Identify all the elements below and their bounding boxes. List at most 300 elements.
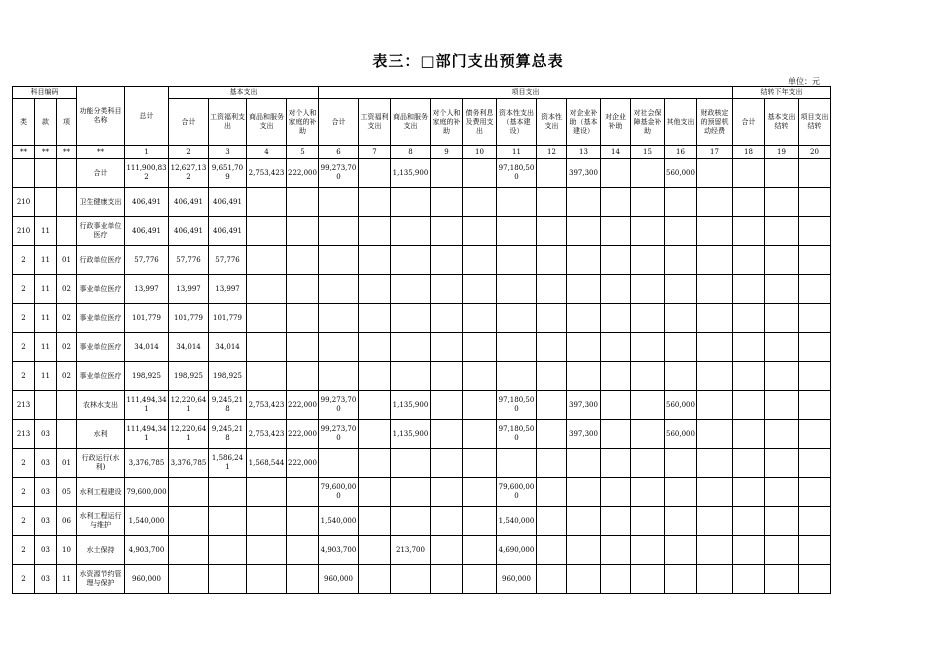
cell-p-goods: 1,135,900 bbox=[391, 159, 431, 188]
header-p-cap: 资本性支出 bbox=[537, 99, 567, 146]
cell-b-wage: 101,779 bbox=[209, 304, 247, 333]
group-header-row bbox=[13, 87, 831, 99]
cell-p-wage bbox=[359, 507, 391, 536]
cell-p-ent_build bbox=[567, 217, 601, 246]
cell-p-other bbox=[665, 333, 697, 362]
table-body bbox=[13, 159, 831, 594]
table-row bbox=[13, 391, 831, 420]
cell-lei: 2 bbox=[13, 246, 35, 275]
cell-p-ent_build bbox=[567, 333, 601, 362]
cell-p-social bbox=[631, 217, 665, 246]
cell-xiang bbox=[57, 159, 77, 188]
cell-p-family bbox=[431, 188, 463, 217]
cell-p-sum bbox=[319, 188, 359, 217]
cell-c-project bbox=[799, 188, 831, 217]
cell-p-family bbox=[431, 507, 463, 536]
cell-b-goods bbox=[247, 275, 287, 304]
index-cell: 17 bbox=[697, 146, 733, 159]
cell-p-sum: 4,903,700 bbox=[319, 536, 359, 565]
cell-p-reserve bbox=[697, 217, 733, 246]
cell-kuan: 03 bbox=[35, 449, 57, 478]
cell-lei: 210 bbox=[13, 217, 35, 246]
index-cell: 5 bbox=[287, 146, 319, 159]
cell-p-debt bbox=[463, 217, 497, 246]
cell-c-sum bbox=[733, 333, 765, 362]
cell-lei: 213 bbox=[13, 420, 35, 449]
cell-lei: 2 bbox=[13, 304, 35, 333]
cell-c-basic bbox=[765, 449, 799, 478]
index-cell: 8 bbox=[391, 146, 431, 159]
cell-b-wage bbox=[209, 536, 247, 565]
index-row bbox=[13, 146, 831, 159]
cell-p-ent_build bbox=[567, 246, 601, 275]
cell-c-project bbox=[799, 449, 831, 478]
cell-p-social bbox=[631, 275, 665, 304]
cell-p-debt bbox=[463, 449, 497, 478]
header-b-sum: 合计 bbox=[169, 99, 209, 146]
cell-b-family bbox=[287, 246, 319, 275]
cell-p-cap bbox=[537, 304, 567, 333]
cell-p-wage bbox=[359, 362, 391, 391]
cell-p-reserve bbox=[697, 275, 733, 304]
cell-b-goods bbox=[247, 478, 287, 507]
cell-xiang: 02 bbox=[57, 362, 77, 391]
cell-lei: 2 bbox=[13, 565, 35, 594]
cell-total: 34,014 bbox=[125, 333, 169, 362]
cell-c-project bbox=[799, 420, 831, 449]
cell-p-capbuild bbox=[497, 246, 537, 275]
index-cell: 16 bbox=[665, 146, 697, 159]
cell-p-debt bbox=[463, 536, 497, 565]
index-cell: 15 bbox=[631, 146, 665, 159]
cell-c-project bbox=[799, 478, 831, 507]
cell-p-other bbox=[665, 507, 697, 536]
cell-p-ent bbox=[601, 188, 631, 217]
cell-p-social bbox=[631, 362, 665, 391]
cell-xiang bbox=[57, 217, 77, 246]
cell-b-sum: 34,014 bbox=[169, 333, 209, 362]
cell-c-basic bbox=[765, 217, 799, 246]
index-cell: 9 bbox=[431, 146, 463, 159]
cell-p-cap bbox=[537, 275, 567, 304]
cell-total: 960,000 bbox=[125, 565, 169, 594]
cell-p-debt bbox=[463, 478, 497, 507]
cell-p-capbuild: 960,000 bbox=[497, 565, 537, 594]
cell-c-basic bbox=[765, 333, 799, 362]
cell-p-cap bbox=[537, 391, 567, 420]
cell-b-wage: 198,925 bbox=[209, 362, 247, 391]
header-b-family: 对个人和家庭的补助 bbox=[287, 99, 319, 146]
cell-p-debt bbox=[463, 391, 497, 420]
header-lei: 类 bbox=[13, 99, 35, 146]
cell-b-sum: 406,491 bbox=[169, 217, 209, 246]
cell-lei: 2 bbox=[13, 333, 35, 362]
cell-p-reserve bbox=[697, 246, 733, 275]
cell-lei: 2 bbox=[13, 536, 35, 565]
cell-p-debt bbox=[463, 304, 497, 333]
cell-p-other bbox=[665, 478, 697, 507]
cell-p-ent_build bbox=[567, 188, 601, 217]
header-p-ent-build: 对企业补助（基本建设） bbox=[567, 99, 601, 146]
cell-p-ent bbox=[601, 362, 631, 391]
cell-c-project bbox=[799, 536, 831, 565]
cell-p-cap bbox=[537, 246, 567, 275]
cell-p-reserve bbox=[697, 507, 733, 536]
cell-p-sum: 99,273,700 bbox=[319, 159, 359, 188]
table-row bbox=[13, 304, 831, 333]
cell-p-wage bbox=[359, 536, 391, 565]
index-cell: 2 bbox=[169, 146, 209, 159]
cell-p-capbuild: 97,180,500 bbox=[497, 391, 537, 420]
cell-p-ent bbox=[601, 391, 631, 420]
cell-p-other bbox=[665, 246, 697, 275]
cell-p-debt bbox=[463, 275, 497, 304]
cell-xiang: 02 bbox=[57, 333, 77, 362]
cell-kuan: 11 bbox=[35, 304, 57, 333]
cell-p-wage bbox=[359, 304, 391, 333]
cell-p-capbuild: 97,180,500 bbox=[497, 159, 537, 188]
cell-p-goods bbox=[391, 333, 431, 362]
header-c-project: 项目支出结转 bbox=[799, 99, 831, 146]
cell-p-other bbox=[665, 217, 697, 246]
cell-p-cap bbox=[537, 217, 567, 246]
cell-name: 水土保持 bbox=[77, 536, 125, 565]
header-p-debt: 债务利息及费用支出 bbox=[463, 99, 497, 146]
cell-xiang: 10 bbox=[57, 536, 77, 565]
cell-xiang bbox=[57, 420, 77, 449]
cell-kuan: 11 bbox=[35, 362, 57, 391]
cell-b-goods bbox=[247, 536, 287, 565]
cell-p-capbuild: 4,690,000 bbox=[497, 536, 537, 565]
cell-p-ent_build bbox=[567, 449, 601, 478]
header-project-group: 项目支出 bbox=[319, 87, 733, 99]
index-cell: ** bbox=[35, 146, 57, 159]
table-row bbox=[13, 478, 831, 507]
cell-p-reserve bbox=[697, 536, 733, 565]
cell-total: 406,491 bbox=[125, 188, 169, 217]
cell-p-ent bbox=[601, 246, 631, 275]
cell-p-reserve bbox=[697, 420, 733, 449]
cell-c-sum bbox=[733, 449, 765, 478]
header-code-group: 科目编码 bbox=[13, 87, 77, 99]
index-cell: 4 bbox=[247, 146, 287, 159]
cell-c-project bbox=[799, 217, 831, 246]
cell-p-social bbox=[631, 565, 665, 594]
cell-c-basic bbox=[765, 565, 799, 594]
cell-name: 事业单位医疗 bbox=[77, 333, 125, 362]
index-cell: 7 bbox=[359, 146, 391, 159]
cell-p-goods bbox=[391, 217, 431, 246]
cell-xiang: 05 bbox=[57, 478, 77, 507]
cell-b-family: 222,000 bbox=[287, 449, 319, 478]
cell-b-wage bbox=[209, 507, 247, 536]
cell-lei: 210 bbox=[13, 188, 35, 217]
cell-p-sum bbox=[319, 217, 359, 246]
cell-xiang bbox=[57, 188, 77, 217]
cell-b-wage: 1,586,241 bbox=[209, 449, 247, 478]
cell-b-sum: 12,220,641 bbox=[169, 391, 209, 420]
cell-name: 行政单位医疗 bbox=[77, 246, 125, 275]
header-b-goods: 商品和服务支出 bbox=[247, 99, 287, 146]
cell-b-sum bbox=[169, 565, 209, 594]
header-carry-group: 结转下年支出 bbox=[733, 87, 831, 99]
cell-c-project bbox=[799, 304, 831, 333]
cell-p-reserve bbox=[697, 304, 733, 333]
cell-p-reserve bbox=[697, 391, 733, 420]
cell-p-capbuild bbox=[497, 217, 537, 246]
cell-p-goods bbox=[391, 507, 431, 536]
cell-p-sum bbox=[319, 275, 359, 304]
cell-b-wage: 34,014 bbox=[209, 333, 247, 362]
cell-p-reserve bbox=[697, 362, 733, 391]
cell-p-capbuild bbox=[497, 304, 537, 333]
index-cell: 14 bbox=[601, 146, 631, 159]
cell-p-ent bbox=[601, 449, 631, 478]
cell-p-sum bbox=[319, 333, 359, 362]
cell-p-sum bbox=[319, 246, 359, 275]
header-p-social: 对社会保障基金补助 bbox=[631, 99, 665, 146]
header-name: 功能分类科目名称 bbox=[77, 87, 125, 146]
cell-kuan: 11 bbox=[35, 333, 57, 362]
cell-p-family bbox=[431, 449, 463, 478]
cell-p-cap bbox=[537, 362, 567, 391]
cell-p-family bbox=[431, 478, 463, 507]
header-p-family: 对个人和家庭的补助 bbox=[431, 99, 463, 146]
cell-total: 111,494,341 bbox=[125, 391, 169, 420]
cell-p-goods: 1,135,900 bbox=[391, 420, 431, 449]
cell-b-goods bbox=[247, 507, 287, 536]
cell-p-cap bbox=[537, 449, 567, 478]
cell-p-wage bbox=[359, 478, 391, 507]
cell-b-family: 222,000 bbox=[287, 159, 319, 188]
index-cell: 12 bbox=[537, 146, 567, 159]
cell-p-wage bbox=[359, 188, 391, 217]
budget-table bbox=[12, 86, 831, 594]
cell-b-wage: 9,245,218 bbox=[209, 420, 247, 449]
cell-p-cap bbox=[537, 159, 567, 188]
cell-c-sum bbox=[733, 246, 765, 275]
cell-p-goods bbox=[391, 565, 431, 594]
cell-p-social bbox=[631, 536, 665, 565]
cell-total: 101,779 bbox=[125, 304, 169, 333]
cell-b-family: 222,000 bbox=[287, 391, 319, 420]
cell-p-ent bbox=[601, 217, 631, 246]
cell-p-capbuild bbox=[497, 449, 537, 478]
cell-p-cap bbox=[537, 478, 567, 507]
cell-p-ent bbox=[601, 159, 631, 188]
cell-p-wage bbox=[359, 391, 391, 420]
cell-b-goods bbox=[247, 362, 287, 391]
cell-xiang: 11 bbox=[57, 565, 77, 594]
cell-p-family bbox=[431, 391, 463, 420]
cell-p-debt bbox=[463, 362, 497, 391]
cell-kuan bbox=[35, 188, 57, 217]
cell-b-wage: 406,491 bbox=[209, 188, 247, 217]
cell-p-goods bbox=[391, 478, 431, 507]
index-cell: ** bbox=[13, 146, 35, 159]
cell-p-ent_build bbox=[567, 536, 601, 565]
cell-p-capbuild bbox=[497, 362, 537, 391]
cell-p-cap bbox=[537, 420, 567, 449]
cell-b-family bbox=[287, 275, 319, 304]
cell-p-sum bbox=[319, 449, 359, 478]
cell-p-ent_build bbox=[567, 304, 601, 333]
cell-kuan: 11 bbox=[35, 275, 57, 304]
cell-p-family bbox=[431, 565, 463, 594]
cell-p-family bbox=[431, 333, 463, 362]
cell-c-sum bbox=[733, 188, 765, 217]
cell-kuan: 03 bbox=[35, 507, 57, 536]
cell-p-debt bbox=[463, 159, 497, 188]
cell-xiang bbox=[57, 391, 77, 420]
cell-kuan bbox=[35, 159, 57, 188]
cell-c-project bbox=[799, 507, 831, 536]
cell-name: 水利工程运行与维护 bbox=[77, 507, 125, 536]
header-p-wage: 工资福利支出 bbox=[359, 99, 391, 146]
cell-b-wage: 9,245,218 bbox=[209, 391, 247, 420]
cell-b-sum: 3,376,785 bbox=[169, 449, 209, 478]
cell-b-goods bbox=[247, 246, 287, 275]
cell-p-wage bbox=[359, 159, 391, 188]
cell-p-sum bbox=[319, 362, 359, 391]
cell-p-social bbox=[631, 507, 665, 536]
cell-p-family bbox=[431, 217, 463, 246]
cell-b-sum: 13,997 bbox=[169, 275, 209, 304]
cell-p-family bbox=[431, 304, 463, 333]
cell-p-cap bbox=[537, 536, 567, 565]
cell-p-capbuild bbox=[497, 275, 537, 304]
table-row bbox=[13, 188, 831, 217]
cell-p-other: 560,000 bbox=[665, 391, 697, 420]
cell-p-capbuild: 97,180,500 bbox=[497, 420, 537, 449]
cell-c-sum bbox=[733, 565, 765, 594]
cell-p-family bbox=[431, 420, 463, 449]
cell-b-family bbox=[287, 304, 319, 333]
cell-p-ent_build bbox=[567, 275, 601, 304]
header-p-capbuild: 资本性支出（基本建设） bbox=[497, 99, 537, 146]
cell-b-family bbox=[287, 507, 319, 536]
cell-name: 水利工程建设 bbox=[77, 478, 125, 507]
cell-p-other bbox=[665, 275, 697, 304]
cell-b-family: 222,000 bbox=[287, 420, 319, 449]
cell-p-goods bbox=[391, 275, 431, 304]
cell-p-reserve bbox=[697, 159, 733, 188]
cell-p-other bbox=[665, 188, 697, 217]
cell-p-debt bbox=[463, 333, 497, 362]
cell-name: 行政事业单位医疗 bbox=[77, 217, 125, 246]
index-cell: ** bbox=[57, 146, 77, 159]
cell-c-basic bbox=[765, 362, 799, 391]
cell-c-sum bbox=[733, 159, 765, 188]
cell-p-family bbox=[431, 159, 463, 188]
cell-c-sum bbox=[733, 275, 765, 304]
cell-p-debt bbox=[463, 246, 497, 275]
cell-b-family bbox=[287, 478, 319, 507]
cell-b-wage: 57,776 bbox=[209, 246, 247, 275]
header-total: 总计 bbox=[125, 87, 169, 146]
cell-total: 111,900,832 bbox=[125, 159, 169, 188]
cell-p-ent bbox=[601, 478, 631, 507]
cell-p-social bbox=[631, 188, 665, 217]
cell-b-sum bbox=[169, 536, 209, 565]
cell-kuan: 03 bbox=[35, 536, 57, 565]
cell-p-ent bbox=[601, 420, 631, 449]
cell-name: 农林水支出 bbox=[77, 391, 125, 420]
index-cell: 18 bbox=[733, 146, 765, 159]
cell-p-other bbox=[665, 362, 697, 391]
cell-p-cap bbox=[537, 507, 567, 536]
cell-p-social bbox=[631, 304, 665, 333]
table-row bbox=[13, 246, 831, 275]
cell-c-basic bbox=[765, 391, 799, 420]
cell-p-other bbox=[665, 304, 697, 333]
cell-c-project bbox=[799, 159, 831, 188]
cell-c-basic bbox=[765, 188, 799, 217]
cell-p-ent_build bbox=[567, 362, 601, 391]
table-row bbox=[13, 449, 831, 478]
cell-name: 水资源节约管理与保护 bbox=[77, 565, 125, 594]
cell-xiang: 01 bbox=[57, 449, 77, 478]
table-row bbox=[13, 507, 831, 536]
cell-p-ent bbox=[601, 536, 631, 565]
cell-p-sum: 79,600,000 bbox=[319, 478, 359, 507]
cell-kuan: 03 bbox=[35, 478, 57, 507]
cell-p-goods: 1,135,900 bbox=[391, 391, 431, 420]
cell-xiang: 02 bbox=[57, 304, 77, 333]
cell-p-ent_build: 397,300 bbox=[567, 420, 601, 449]
cell-b-goods: 2,753,423 bbox=[247, 420, 287, 449]
cell-p-goods bbox=[391, 246, 431, 275]
cell-p-other: 560,000 bbox=[665, 420, 697, 449]
cell-total: 13,997 bbox=[125, 275, 169, 304]
cell-p-debt bbox=[463, 565, 497, 594]
cell-total: 3,376,785 bbox=[125, 449, 169, 478]
cell-xiang: 02 bbox=[57, 275, 77, 304]
cell-p-ent bbox=[601, 333, 631, 362]
cell-p-ent_build bbox=[567, 478, 601, 507]
cell-p-wage bbox=[359, 565, 391, 594]
cell-c-basic bbox=[765, 507, 799, 536]
cell-total: 4,903,700 bbox=[125, 536, 169, 565]
cell-b-family bbox=[287, 188, 319, 217]
cell-b-sum: 12,627,132 bbox=[169, 159, 209, 188]
cell-xiang: 01 bbox=[57, 246, 77, 275]
header-kuan: 款 bbox=[35, 99, 57, 146]
header-b-wage: 工资福利支出 bbox=[209, 99, 247, 146]
index-cell: 13 bbox=[567, 146, 601, 159]
cell-p-goods bbox=[391, 449, 431, 478]
cell-c-sum bbox=[733, 217, 765, 246]
cell-p-reserve bbox=[697, 478, 733, 507]
cell-c-sum bbox=[733, 391, 765, 420]
cell-b-wage: 13,997 bbox=[209, 275, 247, 304]
cell-b-sum: 57,776 bbox=[169, 246, 209, 275]
cell-c-basic bbox=[765, 275, 799, 304]
cell-p-other: 560,000 bbox=[665, 159, 697, 188]
cell-total: 198,925 bbox=[125, 362, 169, 391]
cell-name: 事业单位医疗 bbox=[77, 304, 125, 333]
cell-xiang: 06 bbox=[57, 507, 77, 536]
header-p-reserve: 财政核定的预留机动经费 bbox=[697, 99, 733, 146]
cell-name: 事业单位医疗 bbox=[77, 275, 125, 304]
cell-total: 79,600,000 bbox=[125, 478, 169, 507]
index-cell: 3 bbox=[209, 146, 247, 159]
cell-b-family bbox=[287, 217, 319, 246]
cell-b-sum: 406,491 bbox=[169, 188, 209, 217]
cell-p-ent bbox=[601, 565, 631, 594]
cell-b-sum: 12,220,641 bbox=[169, 420, 209, 449]
cell-kuan: 11 bbox=[35, 217, 57, 246]
